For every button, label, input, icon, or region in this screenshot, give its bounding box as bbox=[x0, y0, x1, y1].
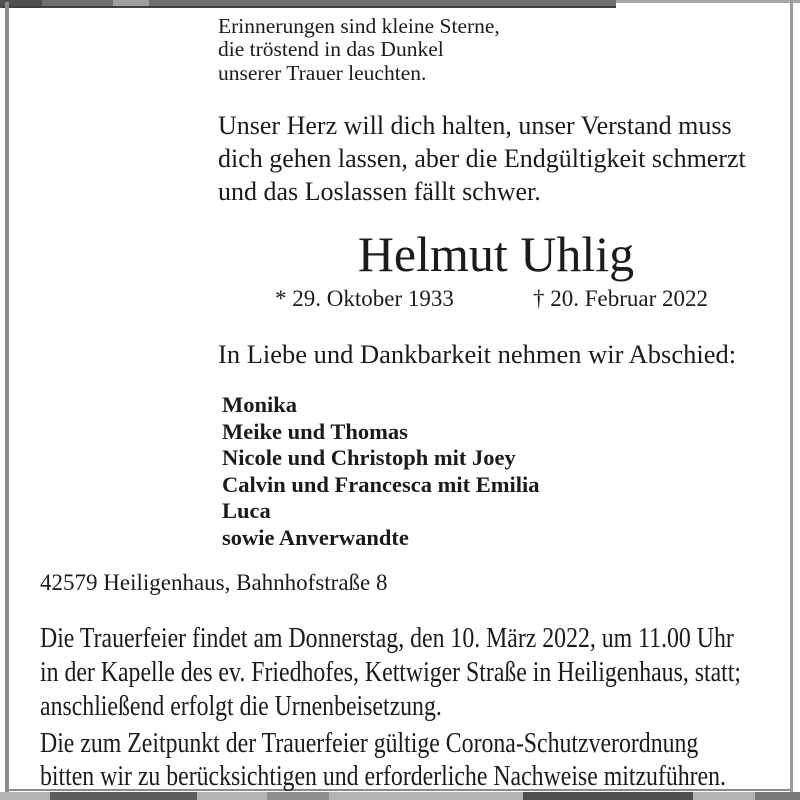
mourner-name: Calvin und Francesca mit Emilia bbox=[222, 471, 540, 497]
mourner-name: Monika bbox=[222, 392, 298, 417]
birth-date: * 29. Oktober 1933 bbox=[275, 286, 454, 311]
scan-edge-top-right bbox=[616, 0, 800, 3]
poem-line: die tröstend in das Dunkel bbox=[218, 37, 444, 62]
scan-edge-bottom-segment bbox=[267, 792, 329, 800]
poem-line: Erinnerungen sind kleine Sterne, bbox=[218, 14, 500, 38]
covid-line: bitten wir zu berücksichtigen und erforderliche Nachweise mitzuführen. bbox=[40, 761, 726, 792]
mourner-name: Meike und Thomas bbox=[222, 418, 408, 444]
covid-line: Die zum Zeitpunkt der Trauerfeier gültige Corona-Schutzverordnung bbox=[40, 728, 699, 759]
epigraph-line: dich gehen lassen, aber die Endgültigkeit schmerzt bbox=[218, 144, 746, 173]
service-line: Die Trauerfeier findet am Donnerstag, den 10. März 2022, um 11.00 Uhr bbox=[40, 623, 734, 654]
service-details bbox=[40, 622, 800, 724]
mourners-list bbox=[222, 392, 540, 551]
death-date: † 20. Februar 2022 bbox=[533, 286, 709, 311]
mourner-name: Luca bbox=[222, 498, 271, 523]
scan-edge-left bbox=[5, 2, 9, 798]
epigraph-line: Unser Herz will dich halten, unser Verstand muss bbox=[218, 111, 732, 140]
farewell-line: In Liebe und Dankbarkeit nehmen wir Abschied: bbox=[218, 339, 737, 369]
scan-edge-bottom-segment bbox=[50, 792, 197, 800]
scan-edge-bottom-segment bbox=[523, 792, 693, 800]
memorial-poem bbox=[218, 15, 500, 85]
mourner-name: sowie Anverwandte bbox=[222, 524, 409, 550]
scan-edge-top-underline bbox=[2, 6, 616, 8]
deceased-name: Helmut Uhlig bbox=[357, 226, 635, 282]
epigraph-verse bbox=[218, 109, 746, 208]
covid-notice bbox=[40, 727, 800, 793]
scan-edge-bottom-segment bbox=[755, 792, 800, 800]
mourner-name: Nicole und Christoph mit Joey bbox=[222, 445, 516, 470]
service-line: in der Kapelle des ev. Friedhofes, Kettwiger Straße in Heiligenhaus, statt; bbox=[40, 657, 742, 688]
service-line: anschließend erfolgt die Urnenbeisetzung. bbox=[40, 691, 442, 722]
poem-line: unserer Trauer leuchten. bbox=[218, 60, 427, 85]
epigraph-line: und das Loslassen fällt schwer. bbox=[218, 177, 541, 206]
address-line: 42579 Heiligenhaus, Bahnhofstraße 8 bbox=[40, 570, 388, 595]
